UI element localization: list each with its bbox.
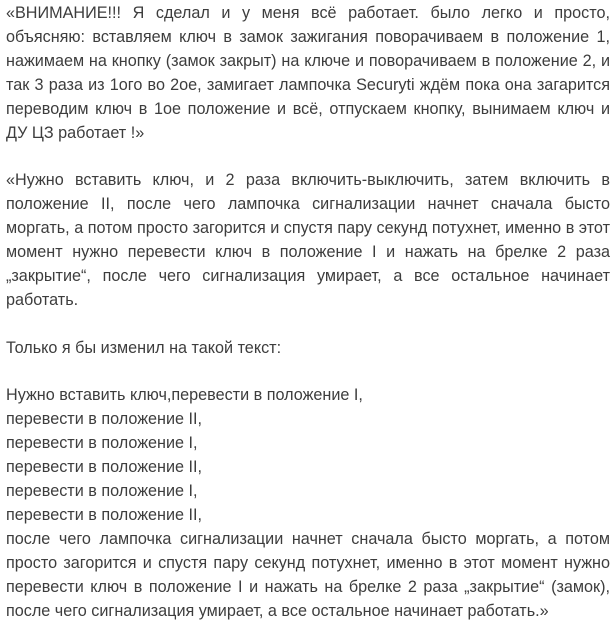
- paragraph-warning-quote: «ВНИМАНИЕ!!! Я сделал и у меня всё работает. было легко и просто, объясняю: вставляем ключ в замок зажигания поворачиваем в положение 1, нажимаем на кнопку (замок закрыт) на ключе и поворачиваем в положение 2, и так 3 раза из 1ого во 2ое, замигает лампочка Securyti ждём пока она загарится переводим ключ в 1ое положение и всё, отпускаем кнопку, вынимаем ключ и ДУ ЦЗ работает !»: [6, 4, 610, 142]
- step-line: перевести в положение I,: [6, 482, 198, 501]
- step-list: [6, 384, 610, 623]
- step-line: перевести в положение II,: [6, 505, 203, 524]
- step-line: Нужно вставить ключ,перевести в положение I,: [6, 386, 363, 405]
- paragraph-instruction-quote: «Нужно вставить ключ, и 2 раза включить-выключить, затем включить в положение II, после чего лампочка сигнализации начнет сначала бысто моргать, а потом просто загорится и спустя пару секунд потухнет, именно в этот момент нужно перевести ключ в положение I и нажать на брелке 2 раза „закрытие“, после чего сигнализация умирает, а все остальное начинает работать.: [6, 171, 610, 309]
- closing-text: после чего лампочка сигнализации начнет сначала бысто моргать, а потом просто загорится и спустя пару секунд потухнет, именно в этот момент нужно перевести ключ в положение I и нажать на брелке 2 раза „закрытие“ (замок), после чего сигнализация умирает, а все остальное начинает работать.»: [6, 529, 610, 620]
- step-line: перевести в положение II,: [6, 458, 203, 477]
- paragraph-intro: Только я бы изменил на такой текст:: [6, 338, 282, 357]
- step-line: перевести в положение II,: [6, 410, 203, 429]
- step-line: перевести в положение I,: [6, 434, 198, 453]
